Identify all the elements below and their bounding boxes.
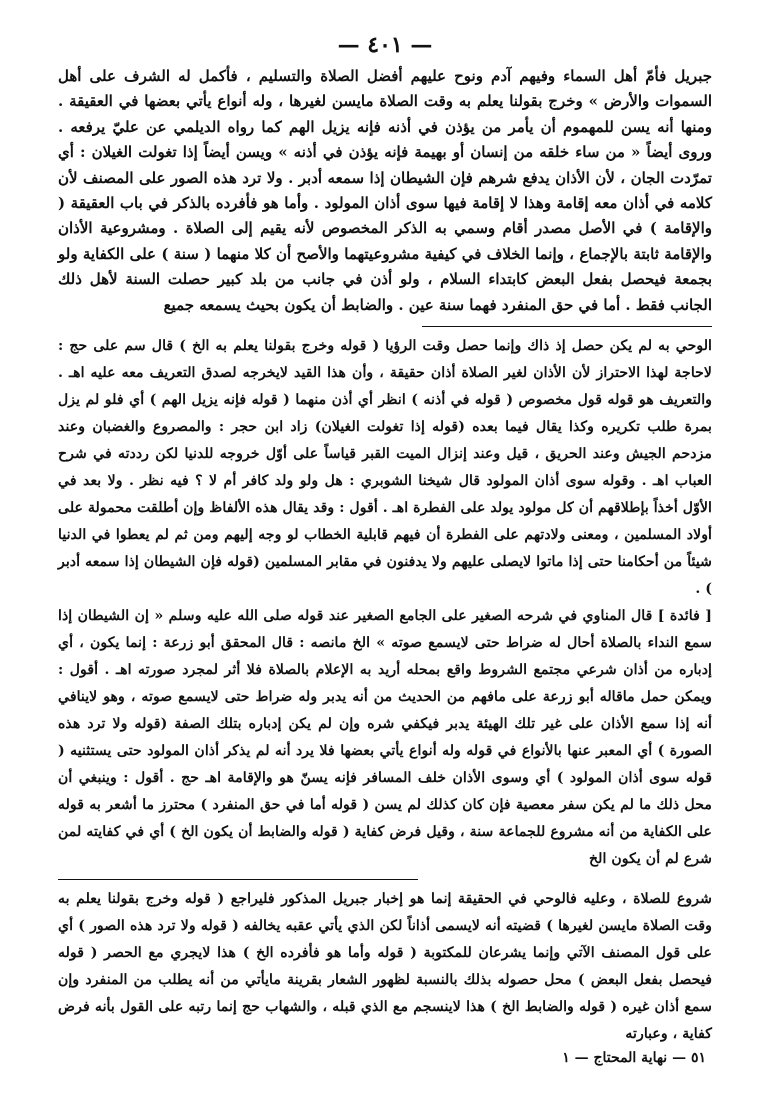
footer-signature: ٥١ — نهاية المحتاج — ١ [562, 1050, 706, 1067]
page-number: — ٤٠١ — [337, 32, 433, 58]
commentary-lower-paragraph: شروع للصلاة ، وعليه فالوحي في الحقيقة إنما هو إخبار جبريل المذكور فليراجع ( قوله وخرج بقولنا يعلم به وقت الصلاة مايسن لغيرها ) قضيته أنه لايسمى أذاناً لكن الذي يأتي عقبه يخالفه ( قوله ولا ترد هذه الصور ) أي على قول المصنف الآتي وإنما يشرعان للمكتوبة ( قوله وأما هو فأفرده الخ ) هذا لايجري مع الحصر ( قوله فيحصل بفعل البعض ) محل حصوله بذلك بالنسبة لظهور الشعار بقرينة مايأتي من أنه يطلب من المنفرد وإن سمع أذان غيره ( قوله والضابط الخ ) هذا لاينسجم مع الذي قبله ، والشهاب حج إنما رتبه على القول بأنه فرض كفاية ، وعبارته [58, 891, 712, 1043]
separator-rule-lower [58, 879, 418, 880]
commentary-lower [58, 886, 712, 1048]
main-text [58, 64, 712, 318]
main-text-paragraph: جبريل فأمّ أهل السماء وفيهم آدم ونوح عليهم أفضل الصلاة والتسليم ، فأكمل له الشرف على أهل السموات والأرض » وخرج بقولنا يعلم به وقت الصلاة مايسن لغيرها ، وله أنواع يأتي بعضها في العقيقة . ومنها أنه يسن للمهموم أن يأمر من يؤذن في أذنه فإنه يزيل الهم كما رواه الديلمي عن عليّ يرفعه . وروى أيضاً « من ساء خلقه من إنسان أو بهيمة فإنه يؤذن في أذنه » ويسن أيضاً إذا تغولت الغيلان : أي تمرّدت الجان ، لأن الأذان يدفع شرهم فإن الشيطان إذا سمعه أدبر . ولا ترد هذه الصور على المصنف لأن كلامه في أذان معه إقامة وهذا لا إقامة فيها سوى أذان المولود . وأما هو فأفرده بالذكر في باب العقيقة ( والإقامة ) في الأصل مصدر أقام وسمي به الذكر المخصوص لأنه يقيم إلى الصلاة . ومشروعية الأذان والإقامة ثابتة بالإجماع ، وإنما الخلاف في كيفية مشروعيتهما والأصح أن كلا منهما ( سنة ) على الكفاية ولو بجمعة فيحصل بفعل البعض كابتداء السلام ، ولو أذن في جانب من بلد كبير حصلت السنة لأهل ذلك الجانب فقط . أما في حق المنفرد فهما سنة عين . والضابط أن يكون بحيث يسمعه جميع [58, 67, 712, 314]
benefit-paragraph: [ فائدة ] قال المناوي في شرحه الصغير على الجامع الصغير عند قوله صلى الله عليه وسلم « إن الشيطان إذا سمع النداء بالصلاة أحال له ضراط حتى لايسمع صوته » الخ مانصه : قال المحقق أبو زرعة : إنما يكون ، أي إدباره من أذان شرعي مجتمع الشروط واقع بمحله أريد به الإعلام بالصلاة فلا أثر لمجرد صورته اهـ . أقول : ويمكن حمل ماقاله أبو زرعة على مافهم من الحديث من أنه يدبر وله ضراط حتى لايسمع صوته ، وهو لاينافي أنه إذا سمع الأذان على غير تلك الهيئة يدبر فيكفي شره وإن لم يكن إدباره بتلك الصفة (قوله ولا ترد هذه الصورة ) أي المعبر عنها بالأنواع في قوله وله أنواع يأتي بعضها فلا يرد أنه لم يذكر أذان المولود حتى يستثنيه ( قوله سوى أذان المولود ) أي وسوى الأذان خلف المسافر فإنه يسنّ هو والإقامة اهـ حج . أقول : وينبغي أن محل ذلك ما لم يكن سفر معصية فإن كان كذلك لم يسن ( قوله أما في حق المنفرد ) محترز ما أشعر به قوله على الكفاية من أنه مشروع للجماعة سنة ، وقيل فرض كفاية ( قوله والضابط أن يكون الخ ) أي في كفايته لمن شرع لم أن يكون الخ [58, 608, 712, 868]
commentary-upper [58, 333, 712, 873]
separator-rule [422, 326, 712, 327]
commentary-upper-paragraph: الوحي به لم يكن حصل إذ ذاك وإنما حصل وقت الرؤيا ( قوله وخرج بقولنا يعلم به الخ ) قال سم على حج : لاحاجة لهذا الاحتراز لأن الأذان لغير الصلاة أذان حقيقة ، وأن هذا القيد لايخرجه لصدق التعريف معه عليه اهـ . والتعريف هو قوله قول مخصوص ( قوله في أذنه ) انظر أي أذن منهما ( قوله فإنه يزيل الهم ) أي فلو لم يزل بمرة طلب تكريره وكذا يقال فيما بعده (قوله إذا تغولت الغيلان) زاد ابن حجر : والمصروع والغضبان وعند مزدحم الجيش وعند الحريق ، قيل وعند إنزال الميت القبر قياساً على أوّل خروجه للدنيا لكن رددته في شرح العباب اهـ . وقوله سوى أذان المولود قال شيخنا الشوبري : هل ولو ولد كافر أم لا ؟ فيه نظر . ولا بعد في الأوّل أخذاً بإطلاقهم أن كل مولود يولد على الفطرة اهـ . أقول : وقد يقال هذه الألفاظ وإن أطلقت محمولة على أولاد المسلمين ، ومعنى ولادتهم على الفطرة أن فيهم قابلية الخطاب لو وجه إليهم ومن ثم لم يعطوا في الدنيا شيئاً من أحكامنا حتى إذا ماتوا لايصلى عليهم ولا يدفنون في مقابر المسلمين (قوله فإن الشيطان إذا سمعه أدبر ) . [58, 338, 712, 598]
